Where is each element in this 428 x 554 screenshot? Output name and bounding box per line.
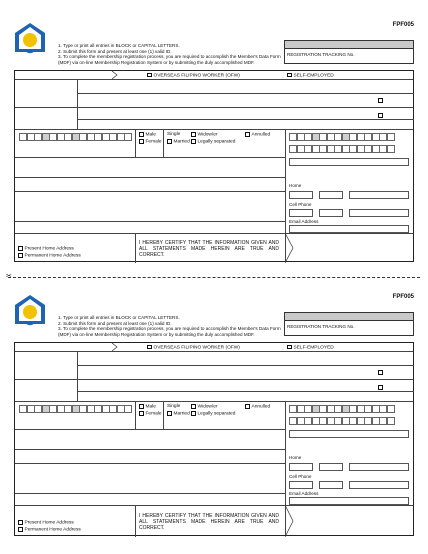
birth-date-cells[interactable]	[19, 405, 132, 413]
form-box	[14, 70, 414, 262]
home-area-code-field[interactable]	[289, 191, 313, 199]
instruction-1: 1. Type or print all entries in BLOCK or CAPITAL LETTERS.	[58, 43, 180, 48]
sex-female-option[interactable]: Female	[139, 139, 162, 145]
chevron-right-icon	[111, 343, 119, 351]
form-code: FPF005	[392, 22, 414, 28]
pagibig-logo	[14, 22, 46, 56]
present-address-option[interactable]: Present Home Address	[18, 246, 74, 252]
name-extension-checkbox[interactable]	[378, 98, 383, 103]
instruction-3: 3. To complete the membership registration process, you are required to accomplish the Member's Data Form (MDF) via on-line Membership Registration System or by submitting the duly accomplished MDF.	[58, 54, 281, 65]
sss-cells[interactable]	[289, 145, 394, 153]
home-area-code-field[interactable]	[289, 463, 313, 471]
cell-prefix-field[interactable]	[289, 209, 313, 217]
chevron-right-icon	[285, 505, 295, 537]
scissors-icon: ✂	[6, 273, 12, 280]
chevron-right-icon	[285, 233, 295, 263]
instruction-1: 1. Type or print all entries in BLOCK or CAPITAL LETTERS.	[58, 315, 180, 320]
certification-text: I HEREBY CERTIFY THAT THE INFORMATION GIVEN AND ALL STATEMENTS MADE HEREIN ARE TRUE AND CORRECT.	[139, 240, 279, 258]
mothers-name-checkbox[interactable]	[378, 385, 383, 390]
certification-text: I HEREBY CERTIFY THAT THE INFORMATION GIVEN AND ALL STATEMENTS MADE HEREIN ARE TRUE AND CORRECT.	[139, 513, 279, 531]
home-prefix-field[interactable]	[319, 463, 343, 471]
home-number-field[interactable]	[349, 463, 409, 471]
email-field[interactable]	[289, 225, 409, 233]
cell-phone-label: Cell Phone	[289, 474, 312, 479]
self-employed-option[interactable]: SELF-EMPLOYED	[287, 345, 334, 351]
email-label: Email Address	[289, 219, 319, 224]
self-employed-checkbox[interactable]	[287, 73, 292, 78]
pagibig-logo	[14, 294, 46, 328]
email-field[interactable]	[289, 497, 409, 505]
tin-cells[interactable]	[289, 405, 394, 413]
cell-mid-field[interactable]	[319, 209, 343, 217]
permanent-address-option[interactable]: Permanent Home Address	[18, 253, 81, 259]
self-employed-option[interactable]: SELF-EMPLOYED	[287, 73, 334, 79]
civil-single-option[interactable]: Single	[167, 404, 181, 409]
form-code: FPF005	[392, 294, 414, 300]
instructions	[58, 315, 288, 337]
registration-tracking-label: REGISTRATION TRACKING No.	[287, 324, 355, 329]
home-phone-label: Home	[289, 455, 302, 460]
mothers-name-checkbox[interactable]	[378, 113, 383, 118]
ofw-checkbox[interactable]	[147, 73, 152, 78]
civil-annulled-option[interactable]: Annulled	[245, 132, 270, 138]
cell-number-field[interactable]	[349, 209, 409, 217]
form-box	[14, 342, 414, 536]
cell-number-field[interactable]	[349, 481, 409, 489]
permanent-address-option[interactable]: Permanent Home Address	[18, 527, 81, 533]
civil-annulled-option[interactable]: Annulled	[245, 404, 270, 410]
registration-tracking-box	[284, 312, 414, 336]
home-prefix-field[interactable]	[319, 191, 343, 199]
home-phone-label: Home	[289, 183, 302, 188]
civil-widow-option[interactable]: Widow/er	[191, 132, 218, 138]
sex-female-option[interactable]: Female	[139, 411, 162, 417]
registration-tracking-label: REGISTRATION TRACKING No.	[287, 52, 355, 57]
cell-phone-label: Cell Phone	[289, 202, 312, 207]
sex-male-option[interactable]: Male	[139, 132, 156, 138]
instruction-3: 3. To complete the membership registration process, you are required to accomplish the Member's Data Form (MDF) via on-line Membership Registration System or by submitting the duly accomplished MDF.	[58, 326, 281, 337]
ofw-option[interactable]: OVERSEAS FILIPINO WORKER (OFW)	[147, 345, 240, 351]
civil-married-option[interactable]: Married	[167, 411, 190, 417]
ofw-checkbox[interactable]	[147, 345, 152, 350]
self-employed-checkbox[interactable]	[287, 345, 292, 350]
sss-cells[interactable]	[289, 417, 394, 425]
id-field[interactable]	[289, 158, 409, 166]
civil-single-option[interactable]: Single	[167, 132, 181, 137]
chevron-right-icon	[111, 71, 119, 79]
id-field[interactable]	[289, 430, 409, 438]
birth-date-cells[interactable]	[19, 133, 132, 141]
registration-tracking-box	[284, 40, 414, 64]
civil-widow-option[interactable]: Widow/er	[191, 404, 218, 410]
civil-married-option[interactable]: Married	[167, 139, 190, 145]
cell-mid-field[interactable]	[319, 481, 343, 489]
present-address-option[interactable]: Present Home Address	[18, 520, 74, 526]
instruction-2: 2. Submit this form and present at least one (1) valid ID.	[58, 48, 172, 54]
name-extension-checkbox[interactable]	[378, 370, 383, 375]
home-number-field[interactable]	[349, 191, 409, 199]
ofw-option[interactable]: OVERSEAS FILIPINO WORKER (OFW)	[147, 73, 240, 79]
instruction-2: 2. Submit this form and present at least one (1) valid ID.	[58, 320, 172, 326]
civil-legally-separated-option[interactable]: Legally separated	[191, 411, 235, 417]
instructions	[58, 43, 288, 65]
cut-line	[8, 277, 420, 278]
tin-cells[interactable]	[289, 133, 394, 141]
cell-prefix-field[interactable]	[289, 481, 313, 489]
civil-legally-separated-option[interactable]: Legally separated	[191, 139, 235, 145]
email-label: Email Address	[289, 491, 319, 496]
sex-male-option[interactable]: Male	[139, 404, 156, 410]
